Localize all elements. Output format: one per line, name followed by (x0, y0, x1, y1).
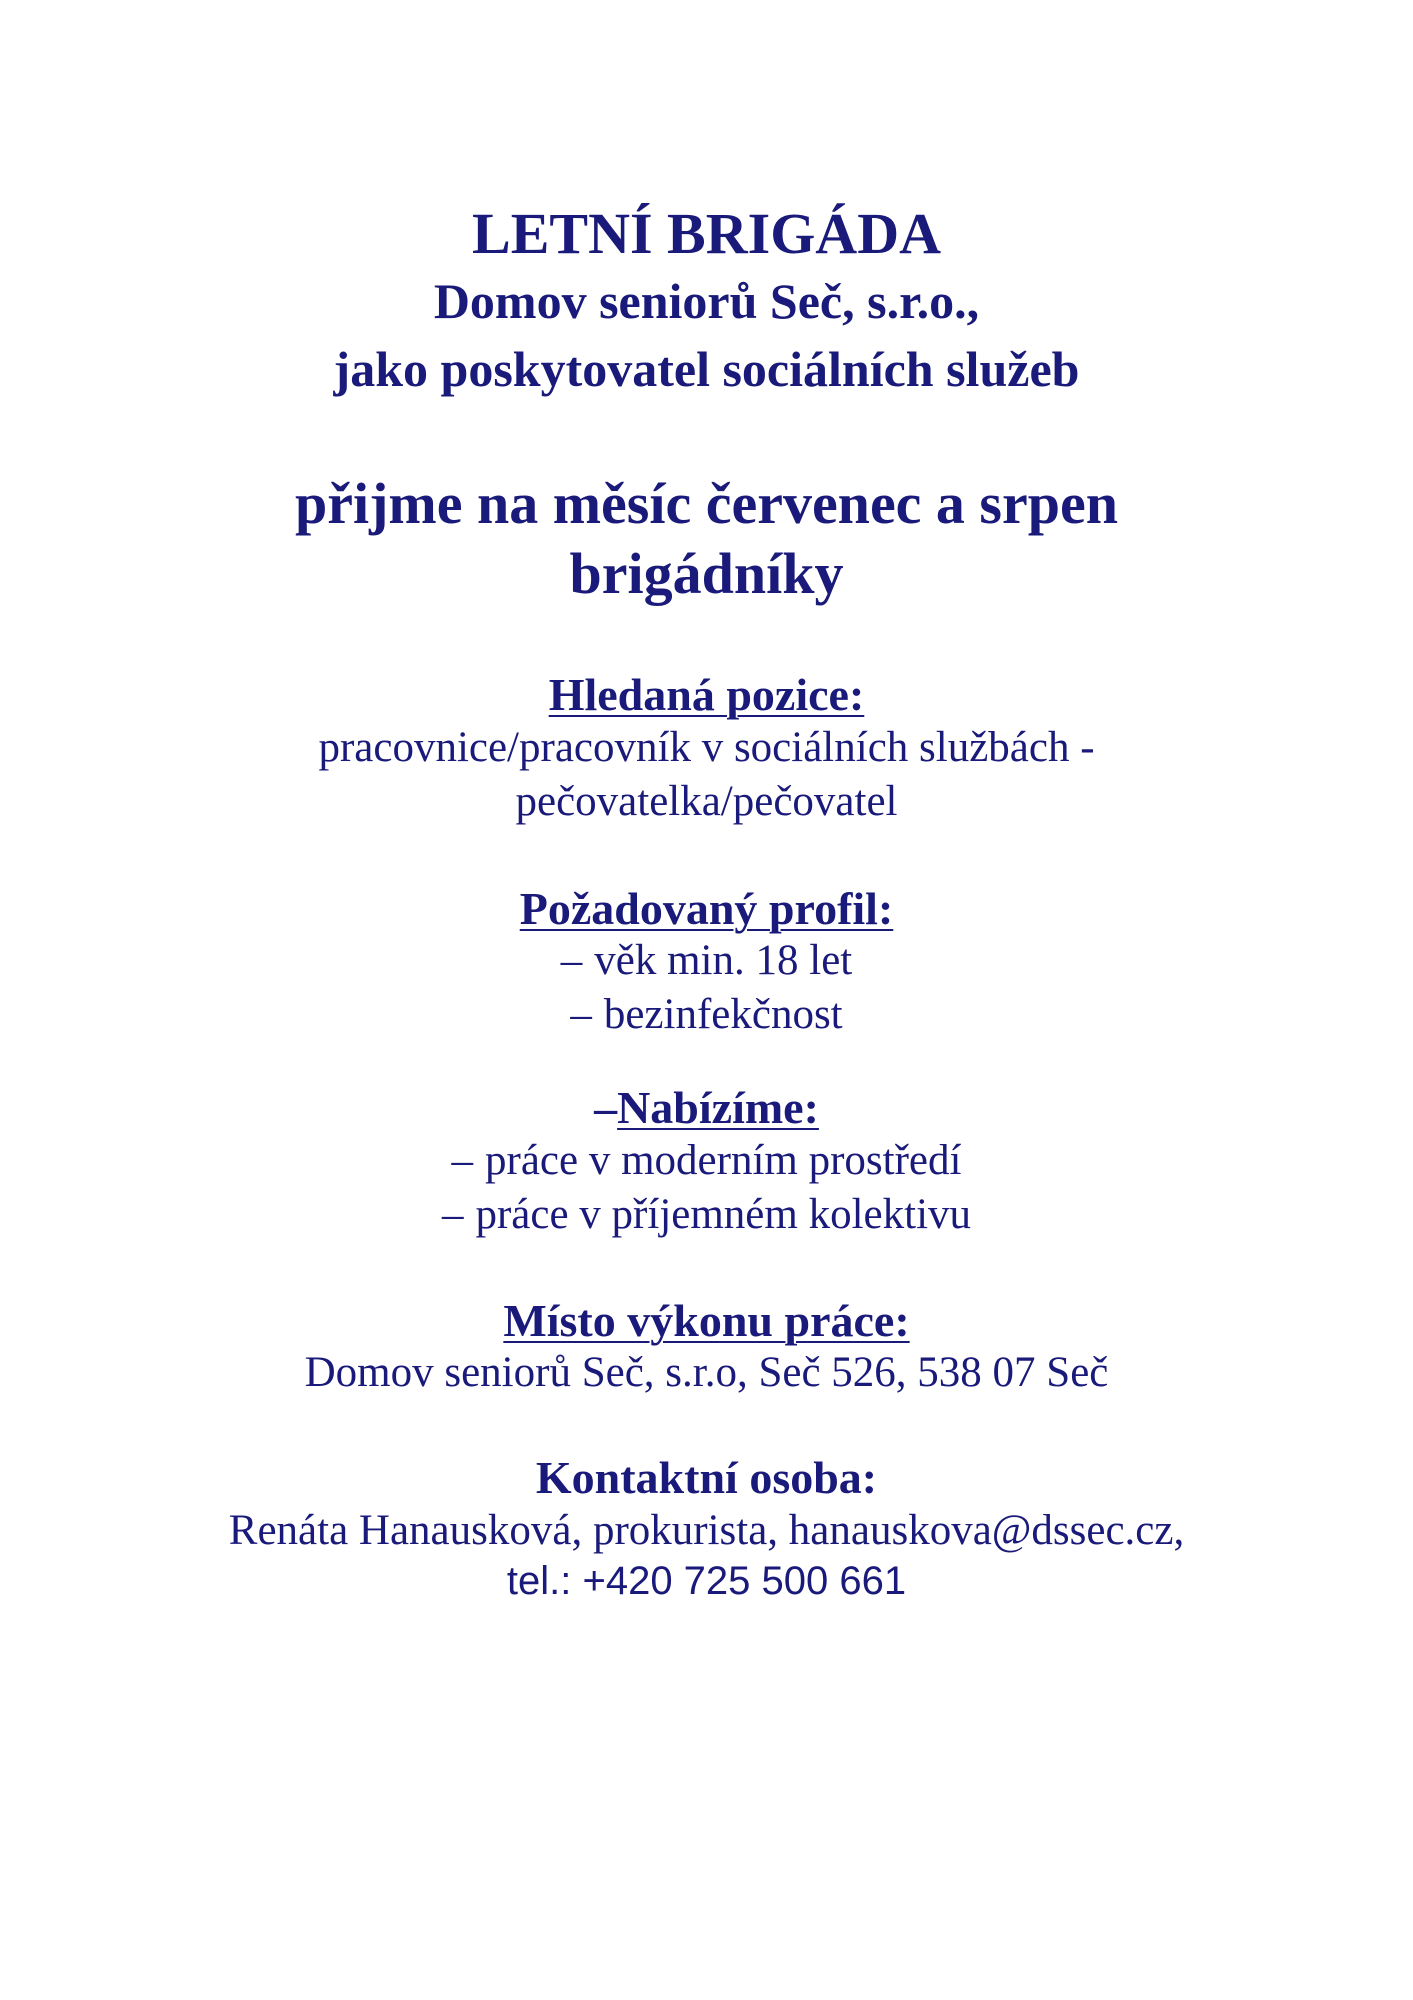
organization-role: jako poskytovatel sociálních služeb (333, 341, 1080, 397)
offer-item (0, 1136, 1413, 1185)
bullet-dash: – (570, 991, 592, 1038)
profile-item (0, 990, 1413, 1039)
offer-heading (0, 1081, 1413, 1134)
profile-heading-text: Požadovaný profil: (519, 883, 894, 934)
organization-name: Domov seniorů Seč, s.r.o., (433, 273, 980, 329)
bullet-dash: – (451, 1137, 474, 1184)
profile-item-text: bezinfekčnost (603, 991, 843, 1038)
hire-announcement-line1: přijme na měsíc červenec a srpen (294, 471, 1119, 536)
profile-item-text: věk min. 18 let (594, 937, 853, 984)
contact-heading: Kontaktní osoba: (535, 1452, 878, 1503)
profile-heading (0, 882, 1413, 935)
offer-heading-prefix: – (594, 1082, 618, 1133)
offer-item-text: práce v příjemném kolektivu (475, 1191, 972, 1238)
profile-item (0, 936, 1413, 985)
position-line2: pečovatelka/pečovatel (515, 778, 898, 825)
offer-item-text: práce v moderním prostředí (485, 1137, 962, 1184)
position-heading-text: Hledaná pozice: (548, 669, 865, 720)
place-heading (0, 1294, 1413, 1347)
contact-details: Renáta Hanausková, prokurista, hanauskova@dssec.cz, (228, 1507, 1185, 1554)
contact-phone: tel.: +420 725 500 661 (506, 1559, 907, 1603)
offer-item (0, 1190, 1413, 1239)
bullet-dash: – (441, 1191, 464, 1238)
offer-heading-text: Nabízíme: (617, 1082, 819, 1133)
position-line1: pracovnice/pracovník v sociálních službách - (318, 724, 1095, 771)
place-address: Domov seniorů Seč, s.r.o, Seč 526, 538 07 Seč (304, 1349, 1109, 1396)
position-heading (0, 668, 1413, 721)
hire-announcement-line2: brigádníky (569, 541, 844, 606)
bullet-dash: – (560, 937, 583, 984)
page-title: LETNÍ BRIGÁDA (472, 201, 941, 266)
place-heading-text: Místo výkonu práce: (503, 1295, 910, 1346)
